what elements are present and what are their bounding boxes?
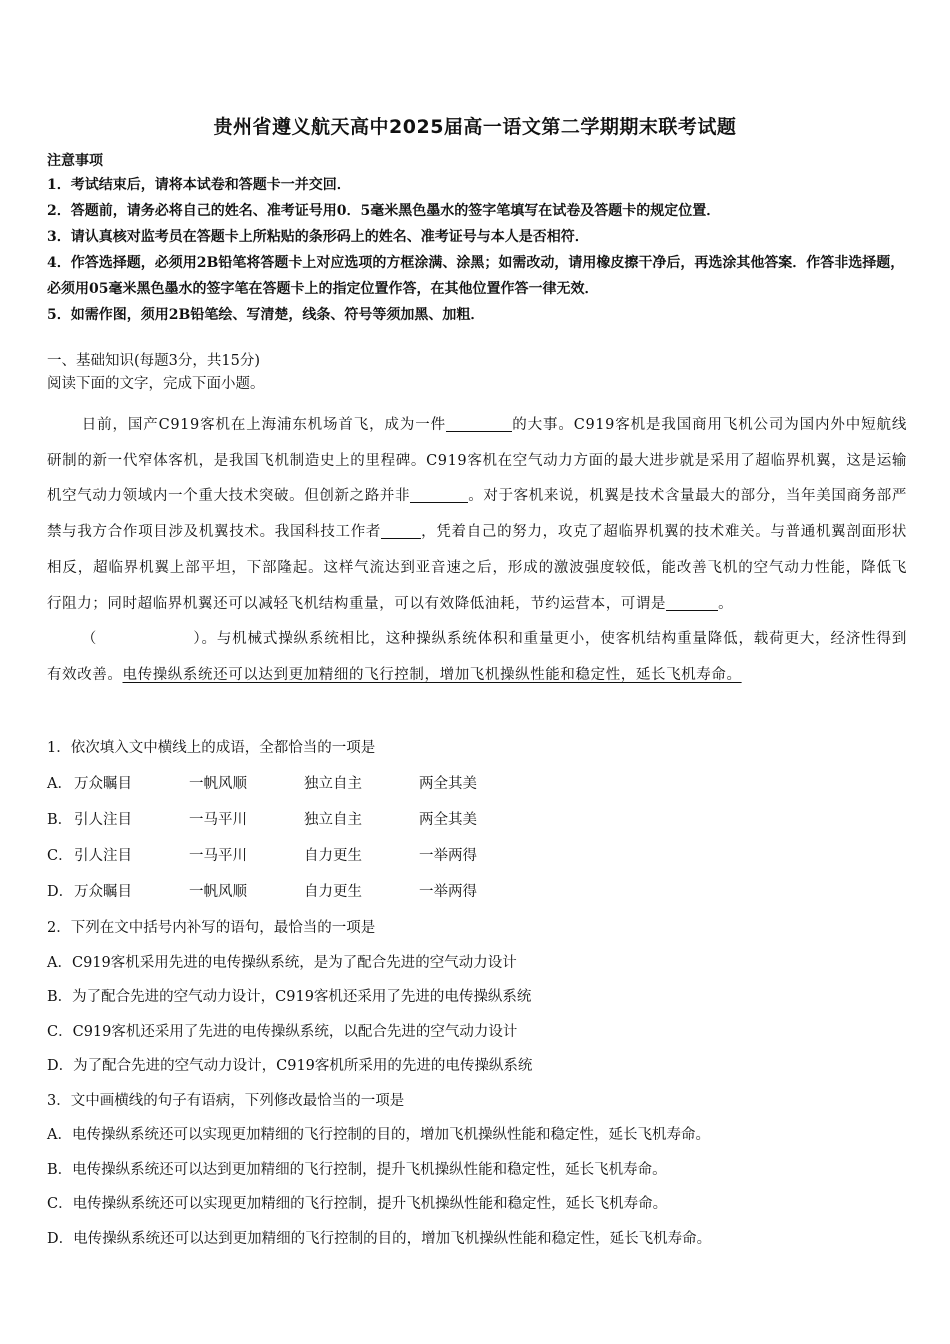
option-key: D． (47, 884, 74, 900)
fill-blank-2 (410, 488, 468, 504)
question-3-option-c: C．电传操纵系统还可以实现更加精细的飞行控制，提升飞机操纵性能和稳定性，延长飞机寿命。 (47, 1196, 668, 1212)
passage-text: 日前，国产C919客机在上海浦东机场首飞，成为一件 (81, 417, 447, 433)
question-1-option-d (47, 880, 907, 916)
notice-heading: 注意事项 (47, 153, 103, 169)
notice-item-1: 1．考试结束后，请将本试卷和答题卡一并交回． (47, 177, 351, 193)
option-cell: 万众瞩目 (74, 776, 132, 792)
section-heading: 一、基础知识(每题3分，共15分) (47, 353, 260, 369)
option-key: A． (47, 776, 72, 792)
notice-item-4: 4．作答选择题，必须用2B铅笔将答题卡上对应选项的方框涂满、涂黑；如需改动，请用橡皮擦干净后，再选涂其他答案．作答非选择题，必须用05毫米黑色墨水的签字笔在答题卡上的指定位置作答，在其他位置作答一律无效． (47, 255, 905, 297)
notice-item-5: 5．如需作图，须用2B铅笔绘、写清楚，线条、符号等须加黑、加粗． (47, 307, 485, 323)
section-intro: 阅读下面的文字，完成下面小题。 (47, 376, 265, 392)
option-cell: 一帆风顺 (189, 776, 247, 792)
question-2-stem: 2．下列在文中括号内补写的语句，最恰当的一项是 (47, 920, 376, 936)
section-basic-knowledge (47, 350, 907, 396)
option-cell: 自力更生 (304, 884, 362, 900)
question-3-option-b: B．电传操纵系统还可以达到更加精细的飞行控制，提升飞机操纵性能和稳定性，延长飞机寿命。 (47, 1161, 667, 1178)
underlined-sentence: 电传操纵系统还可以达到更加精细的飞行控制，增加飞机操纵性能和稳定性，延长飞机寿命。 (122, 666, 742, 683)
option-cell: 一马平川 (189, 812, 247, 828)
option-cell: 两全其美 (419, 812, 477, 828)
question-1-stem: 1．依次填入文中横线上的成语，全都恰当的一项是 (47, 740, 376, 756)
option-cell: 一马平川 (189, 848, 247, 864)
passage-paragraph-1 (47, 408, 907, 622)
questions (47, 736, 907, 1261)
question-2-option-b: B．为了配合先进的空气动力设计，C919客机还采用了先进的电传操纵系统 (47, 989, 532, 1005)
fill-blank-4 (666, 595, 718, 611)
fill-blank-3 (381, 524, 421, 540)
option-cell: 引人注目 (74, 812, 132, 828)
question-3-option-d: D．电传操纵系统还可以达到更加精细的飞行控制的目的，增加飞机操纵性能和稳定性，延长飞机寿命。 (47, 1230, 712, 1247)
option-key: B． (47, 812, 73, 828)
bracket-open: （ (81, 631, 98, 648)
option-cell: 一举两得 (419, 884, 477, 900)
passage-text: ，凭着自己的努力，攻克了超临界机翼的技术难关。与普通机翼剖面形状相反，超临界机翼上部平坦，下部隆起。这样气流达到亚音速之后，形成的激波强度较低，能改善飞机的空气动力性能，降低飞行阻力；同时超临界机翼还可以减轻飞机结构重量，可以有效降低油耗，节约运营本，可谓是 (47, 524, 907, 612)
question-1-option-c (47, 844, 907, 880)
option-cell: 一举两得 (419, 848, 477, 864)
option-cell: 两全其美 (419, 776, 477, 792)
option-cell: 独立自主 (304, 776, 362, 792)
passage-text: 。对于客机来说，机翼是技术含量最大的部分，当年美国商务部严禁与我方合作项目涉及机翼技术。我国科技工作者 (47, 488, 907, 541)
notice-item-2: 2．答题前，请务必将自己的姓名、准考证号用0．5毫米黑色墨水的签字笔填写在试卷及答题卡的规定位置． (47, 203, 721, 219)
passage-text: 。 (718, 595, 734, 612)
passage-text: ）。与机械式操纵系统相比，这种操纵系统体积和重量更小，使客机结构重量降低，载荷更大，经济性得到有效改善。 (47, 631, 907, 683)
option-cell: 自力更生 (304, 848, 362, 864)
fill-blank-1 (446, 417, 512, 433)
passage-paragraph-2 (47, 622, 907, 693)
question-2-option-a: A．C919客机采用先进的电传操纵系统，是为了配合先进的空气动力设计 (47, 954, 517, 971)
question-3-option-a: A．电传操纵系统还可以实现更加精细的飞行控制的目的，增加飞机操纵性能和稳定性，延长飞机寿命。 (47, 1127, 710, 1143)
option-cell: 引人注目 (74, 848, 132, 864)
reading-passage (47, 408, 907, 694)
option-key: C． (47, 848, 73, 864)
passage-text: 的大事。C919客机是我国商用飞机公司为国内外中短航线研制的新一代窄体客机，是我国飞机制造史上的里程碑。C919客机在空气动力方面的最大进步就是采用了超临界机翼，这是运输机空气动力领域内一个重大技术突破。但创新之路并非 (47, 417, 907, 505)
question-1-option-b (47, 808, 907, 844)
notice-section (47, 150, 907, 328)
question-1-option-a (47, 772, 907, 808)
option-cell: 一帆风顺 (189, 884, 247, 900)
exam-title: 贵州省遵义航天高中2025届高一语文第二学期期末联考试题 (213, 116, 737, 138)
notice-item-3: 3．请认真核对监考员在答题卡上所粘贴的条形码上的姓名、准考证号与本人是否相符． (47, 229, 589, 245)
question-2-option-c: C．C919客机还采用了先进的电传操纵系统，以配合先进的空气动力设计 (47, 1023, 518, 1040)
option-cell: 万众瞩目 (74, 884, 132, 900)
option-cell: 独立自主 (304, 812, 362, 828)
question-3-stem: 3．文中画横线的句子有语病，下列修改最恰当的一项是 (47, 1092, 405, 1109)
question-2-option-d: D．为了配合先进的空气动力设计，C919客机所采用的先进的电传操纵系统 (47, 1058, 533, 1074)
